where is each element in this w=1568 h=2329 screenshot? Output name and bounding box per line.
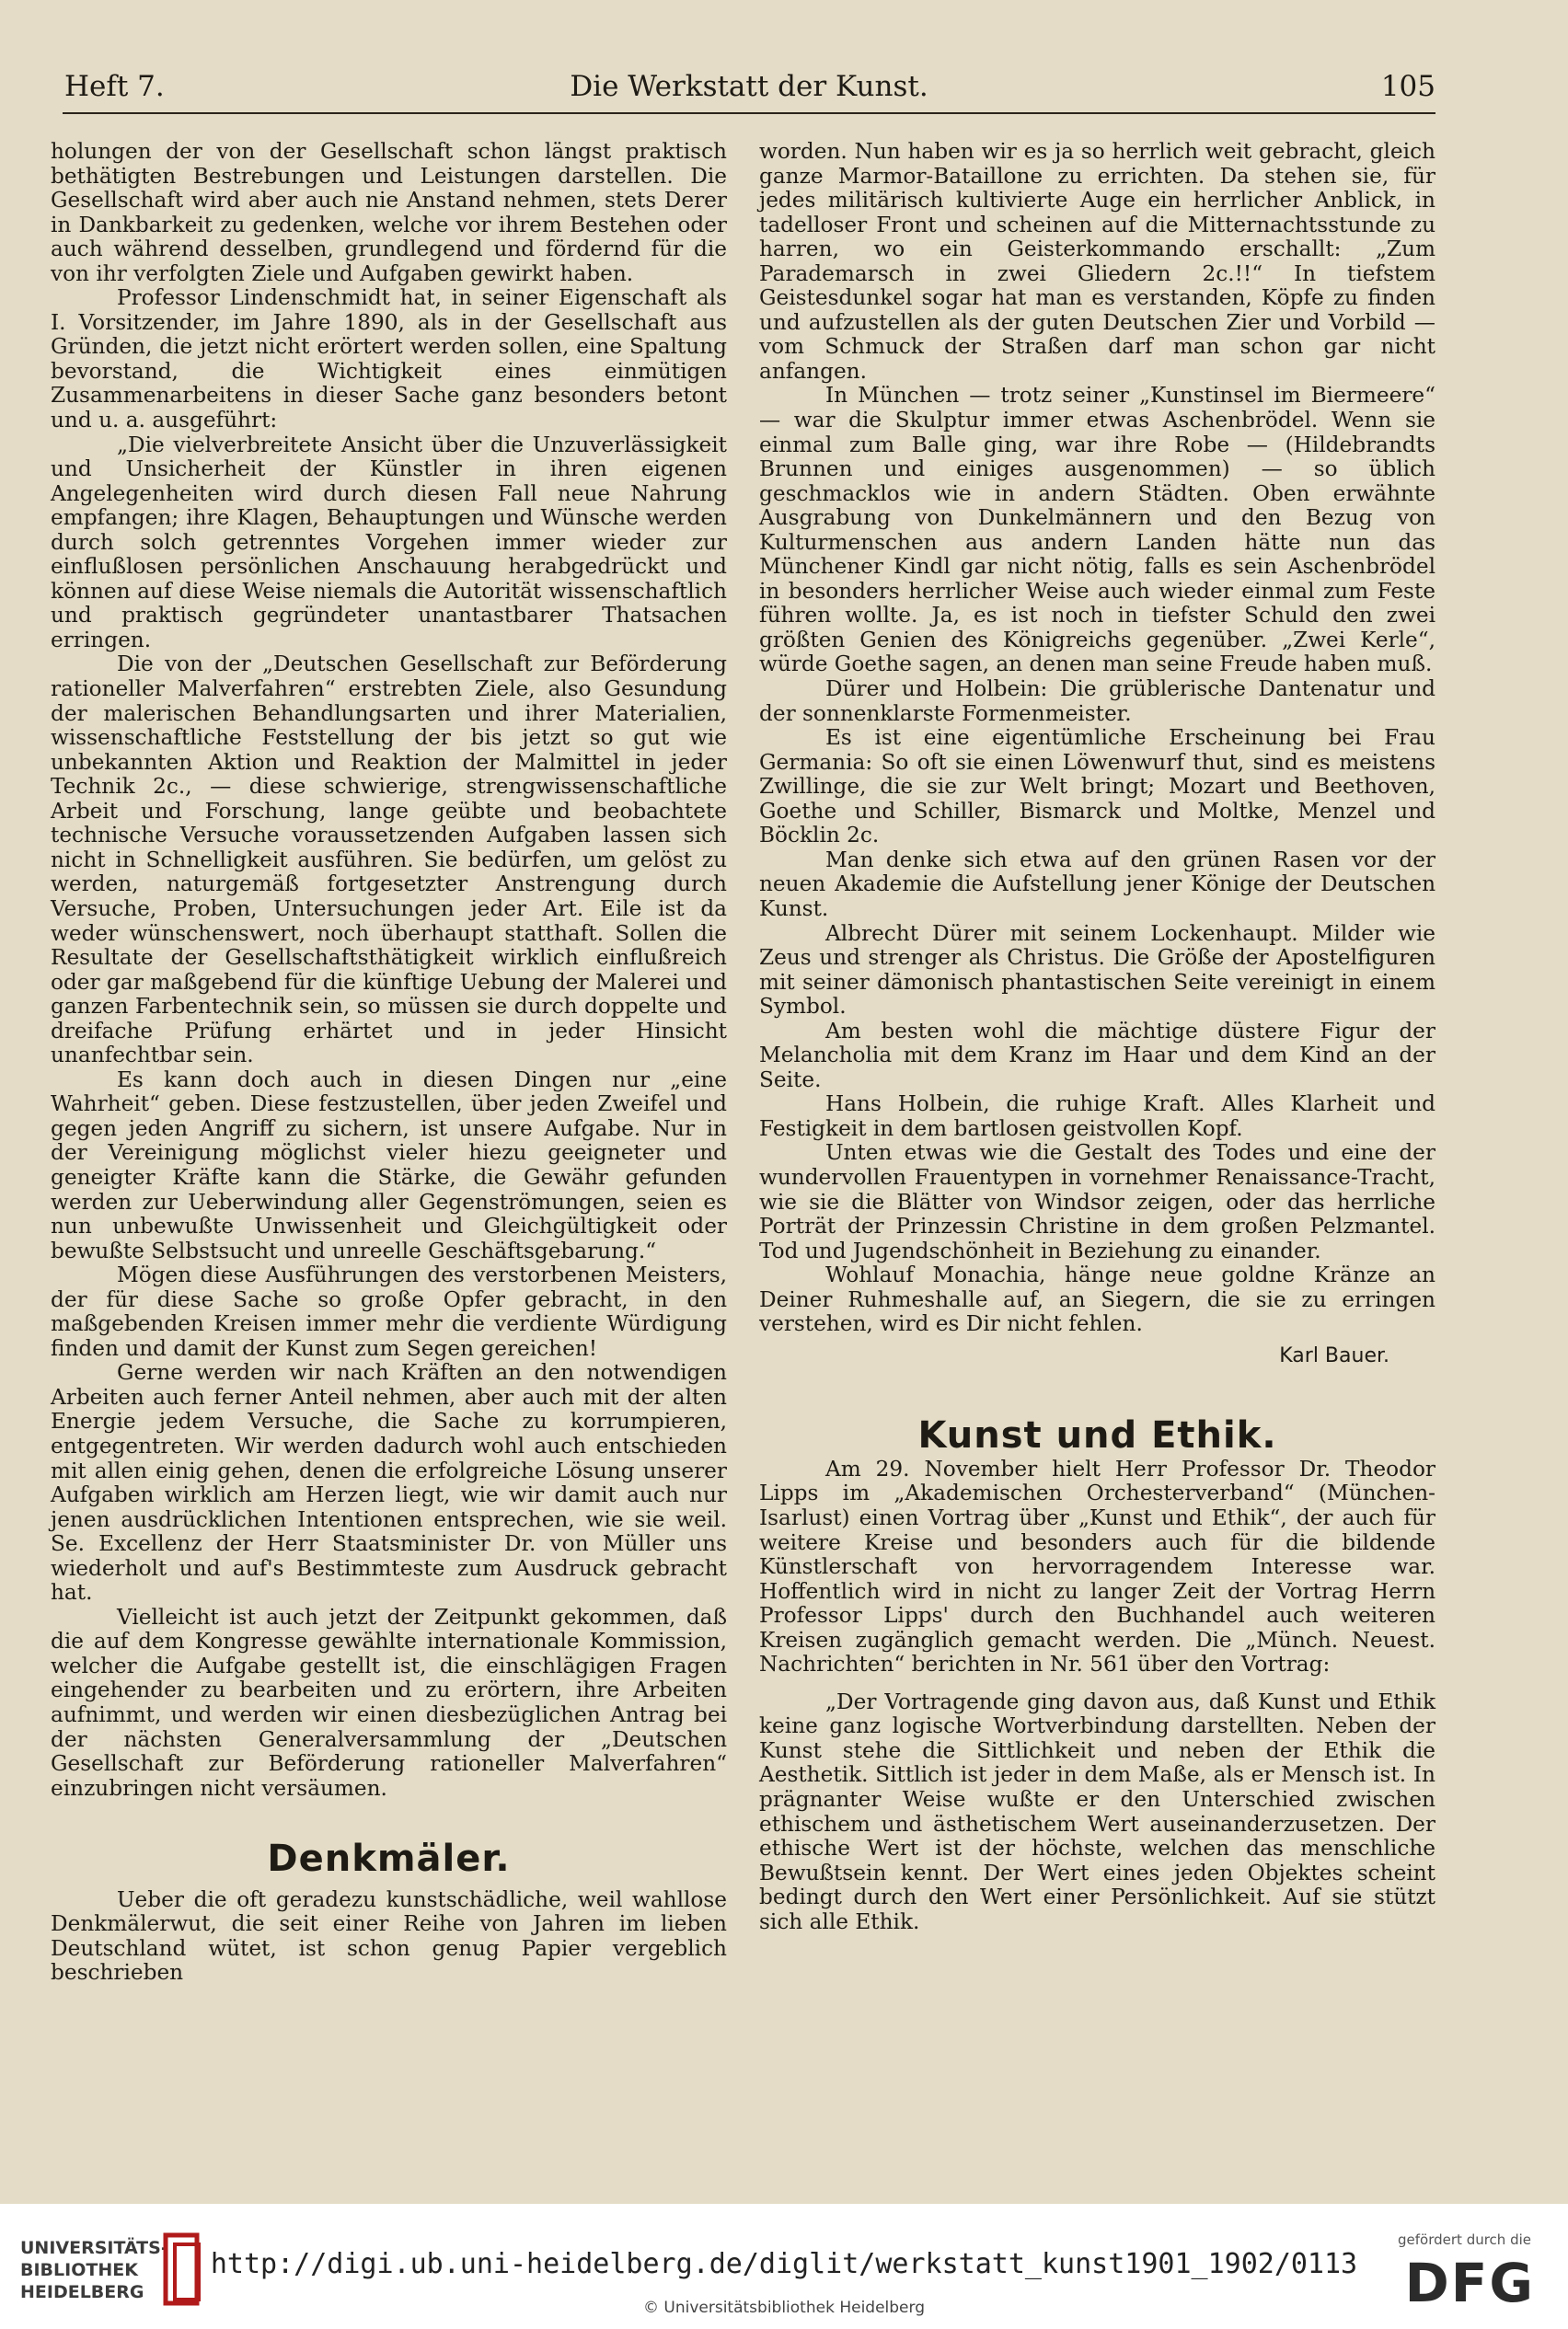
section-heading-kunst-und-ethik: Kunst und Ethik. bbox=[917, 1414, 1277, 1458]
quote-paragraph: „Die vielverbreitete Ansicht über die Unzuverlässigkeit und Unsicherheit der Künstler in ihren eigenen Angelegenheiten wird durch diesen Fall neue Nahrung empfangen; ihre Klagen, Behauptungen und Wünsche werden durch solch getrenntes Vorgehen immer wieder zur einflußlosen persönlichen Anschauung herabgedrückt und können auf diese Weise niemals die Autorität wissenschaftlich und praktisch gegründeter unantastbarer Thatsachen erringen. bbox=[51, 432, 727, 652]
paragraph: Unten etwas wie die Gestalt des Todes und eine der wundervollen Frauentypen in vornehmer Renaissance-Tracht, wie sie die Blätter von Windsor zeigen, oder das herrliche Porträt der Prinzessin Christine in dem großen Pelzmantel. Tod und Jugendschönheit in Beziehung zu einander. bbox=[759, 1140, 1435, 1263]
page-number: 105 bbox=[1380, 70, 1435, 103]
author-signature: Karl Bauer. bbox=[1279, 1343, 1389, 1367]
paragraph: Professor Lindenschmidt hat, in seiner Eigenschaft als I. Vorsitzender, im Jahre 1890, als in der Gesellschaft aus Gründen, die jetzt nicht erörtert werden sollen, eine Spaltung bevorstand, die Wichtigkeit eines einmütigen Zusammenarbeitens in dieser Sache ganz besonders betont und u. a. ausgeführt: bbox=[51, 285, 727, 433]
paragraph: Ueber die oft geradezu kunstschädliche, weil wahllose Denkmälerwut, die seit einer Reihe von Jahren im lieben Deutschland wütet, ist schon genug Papier vergeblich beschrieben bbox=[51, 1886, 727, 1986]
paragraph: Am 29. November hielt Herr Professor Dr. Theodor Lipps im „Akademischen Orchesterverband“ (München-Isarlust) einen Vortrag über „Kunst und Ethik“, der auch für weitere Kreise und besonders auch für die bildende Künstlerschaft von hervorragendem Interesse war. Hoffentlich wird in nicht zu langer Zeit der Vortrag Herrn Professor Lipps' durch den Buchhandel auch weiteren Kreisen zugänglich gemacht werden. Die „Münch. Neuest. Nachrichten“ berichten in Nr. 561 über den Vortrag: bbox=[759, 1456, 1435, 1678]
issue-number: Heft 7. bbox=[64, 70, 165, 103]
paragraph: holungen der von der Gesellschaft schon längst praktisch bethätigten Bestrebungen und Leistungen darstellen. Die Gesellschaft wird aber auch nie Anstand nehmen, stets Derer in Dankbarkeit zu gedenken, welche vor ihrem Bestehen oder auch während desselben, grundlegend und fördernd für die von ihr verfolgten Ziele und Aufgaben gewirkt haben. bbox=[51, 139, 727, 286]
paragraph: Wohlauf Monachia, hänge neue goldne Kränze an Deiner Ruhmeshalle auf, an Siegern, die sie zu erringen verstehen, wird es Dir nicht fehlen. bbox=[759, 1263, 1435, 1337]
paragraph: Albrecht Dürer mit seinem Lockenhaupt. Milder wie Zeus und strenger als Christus. Die Größe der Apostelfiguren mit seiner dämonisch phantastischen Seite vereinigt in einem Symbol. bbox=[759, 920, 1435, 1020]
paragraph: Hans Holbein, die ruhige Kraft. Alles Klarheit und Festigkeit in dem bartlosen geistvollen Kopf. bbox=[759, 1091, 1435, 1141]
paragraph: worden. Nun haben wir es ja so herrlich weit gebracht, gleich ganze Marmor-Bataillone zu errichten. Da stehen sie, für jedes militärisch kultivierte Auge ein herrlicher Anblick, in tadelloser Front und scheinen auf die Mitternachtsstunde zu harren, wo ein Geisterkommando erschallt: „Zum Parademarsch in zwei Gliedern 2c.!!“ In tiefstem Geistesdunkel sogar hat man es verstanden, Köpfe zu finden und aufzustellen als der guten Deutschen Zier und Vorbild — vom Schmuck der Straßen darf man schon gar nicht anfangen. bbox=[759, 139, 1435, 384]
right-column bbox=[759, 140, 1435, 1934]
permalink-url[interactable]: http://digi.ub.uni-heidelberg.de/diglit/werkstatt_kunst1901_1902/0113 bbox=[210, 2248, 1358, 2280]
paragraph: Mögen diese Ausführungen des verstorbenen Meisters, der für diese Sache so große Opfer gebracht, in den maßgebenden Kreisen immer mehr die verdiente Würdigung finden und damit der Kunst zum Segen gereichen! bbox=[51, 1263, 727, 1361]
dfg-logo: DFG bbox=[1404, 2252, 1535, 2314]
copyright-notice: © Universitätsbibliothek Heidelberg bbox=[642, 2299, 925, 2317]
page-header bbox=[63, 66, 1435, 114]
paragraph: Man denke sich etwa auf den grünen Rasen vor der neuen Akademie die Aufstellung jener Könige der Deutschen Kunst. bbox=[759, 847, 1435, 921]
paragraph: Es ist eine eigentümliche Erscheinung bei Frau Germania: So oft sie einen Löwenwurf thut, sind es meistens Zwillinge, die sie zur Welt bringt; Mozart und Beethoven, Goethe und Schiller, Bismarck und Moltke, Menzel und Böcklin 2c. bbox=[759, 725, 1435, 848]
paragraph: Am besten wohl die mächtige düstere Figur der Melancholia mit dem Kranz im Haar und dem Kind an der Seite. bbox=[759, 1018, 1435, 1092]
quote-paragraph: Die von der „Deutschen Gesellschaft zur Beförderung rationeller Malverfahren“ erstrebten Ziele, also Gesundung der malerischen Behandlungsarten und ihrer Materialien, wissenschaftliche Feststellung der bis jetzt so gut wie unbekannten Aktion und Reaktion der Malmittel in jeder Technik 2c., — diese schwierige, strengwissenschaftliche Arbeit und Forschung, lange geübte und beobachtete technische Versuche voraussetzenden Aufgaben lassen sich nicht in Schnelligkeit ausführen. Sie bedürfen, um gelöst zu werden, naturgemäß fortgesetzter Anstrengung durch Versuche, Proben, Untersuchungen jeder Art. Eile ist da weder wünschenswert, noch überhaupt statthaft. Sollen die Resultate der Gesellschaftsthätigkeit wirklich einflußreich oder gar maßgebend für die künftige Uebung der Malerei und ganzen Farbentechnik sein, so müssen sie durch doppelte und dreifache Prüfung erhärtet und in jeder Hinsicht unanfechtbar sein. bbox=[51, 651, 727, 1068]
paragraph: Vielleicht ist auch jetzt der Zeitpunkt gekommen, daß die auf dem Kongresse gewählte internationale Kommission, welcher die Aufgabe gestellt ist, die einschlägigen Fragen eingehender zu bearbeiten und zu erörtern, ihre Arbeiten aufnimmt, und werden wir einen diesbezüglichen Antrag bei der nächsten Generalversammlung der „Deutschen Gesellschaft zur Beförderung rationeller Malverfahren“ einzubringen nicht versäumen. bbox=[51, 1604, 727, 1801]
left-column bbox=[51, 140, 727, 1986]
section-heading-denkmaeler: Denkmäler. bbox=[267, 1838, 511, 1881]
library-name: UNIVERSITÄTS-BIBLIOTHEK HEIDELBERG bbox=[20, 2238, 168, 2302]
paragraph: Gerne werden wir nach Kräften an den notwendigen Arbeiten auch ferner Anteil nehmen, aber auch mit der alten Energie jedem Versuche, die Sache zu korrumpieren, entgegentreten. Wir werden dadurch wohl auch entschieden mit allen einig gehen, denen die erfolgreiche Lösung unserer Aufgaben wirklich am Herzen liegt, wie wir damit auch nur jenen ausdrücklichen Intentionen entsprechen, wie sie weil. Se. Excellenz der Herr Staatsminister Dr. von Müller uns wiederholt und auf's Bestimmteste zum Ausdruck gebracht hat. bbox=[51, 1360, 727, 1606]
quote-paragraph: Es kann doch auch in diesen Dingen nur „eine Wahrheit“ geben. Diese festzustellen, über jeden Zweifel und gegen jeden Angriff zu sichern, ist unsere Aufgabe. Nur in der Vereinigung möglichst vieler hiezu geeigneter und geneigter Kräfte kann die Stärke, die Gewähr gefunden werden zur Ueberwindung aller Gegenströmungen, seien es nun unbewußte Unwissenheit und Gleichgültigkeit oder bewußte Selbstsucht und unreelle Geschäftsgebarung.“ bbox=[51, 1066, 727, 1263]
funder-note: gefördert durch die bbox=[1398, 2231, 1531, 2248]
viewer-footer bbox=[0, 2204, 1568, 2329]
quote-paragraph: „Der Vortragende ging davon aus, daß Kunst und Ethik keine ganz logische Wortverbindung darstellten. Neben der Kunst stehe die Sittlichkeit und neben der Ethik die Aesthetik. Sittlich ist jeder in dem Maße, als er Mensch ist. In prägnanter Weise wußte er den Unterschied zwischen ethischem und ästhetischem Wert auseinanderzusetzen. Der ethische Wert ist der höchste, welchen das menschliche Bewußtsein kennt. Der Wert eines jeden Objektes scheint bedingt durch den Wert einer Persönlichkeit. Auf sie stützt sich alle Ethik. bbox=[759, 1689, 1435, 1934]
journal-title: Die Werkstatt der Kunst. bbox=[570, 70, 928, 103]
paragraph: Dürer und Holbein: Die grüblerische Dantenatur und der sonnenklarste Formenmeister. bbox=[759, 676, 1435, 726]
paragraph: In München — trotz seiner „Kunstinsel im Biermeere“ — war die Skulptur immer etwas Aschenbrödel. Wenn sie einmal zum Balle ging, war ihre Robe — (Hildebrandts Brunnen und einiges ausgenommen) — so üblich geschmacklos wie in andern Städten. Oben erwähnte Ausgrabung von Dunkelmännern und den Bezug von Kulturmenschen aus andern Landen hätte nun das Münchener Kindl gar nicht nötig, falls es sein Aschenbrödel in besonders herrlicher Weise auch wieder einmal zum Feste führen wollte. Ja, es ist noch in tiefster Schuld den zwei größten Genien des Königreichs gegenüber. „Zwei Kerle“, würde Goethe sagen, an denen man seine Freude haben muß. bbox=[759, 383, 1435, 677]
